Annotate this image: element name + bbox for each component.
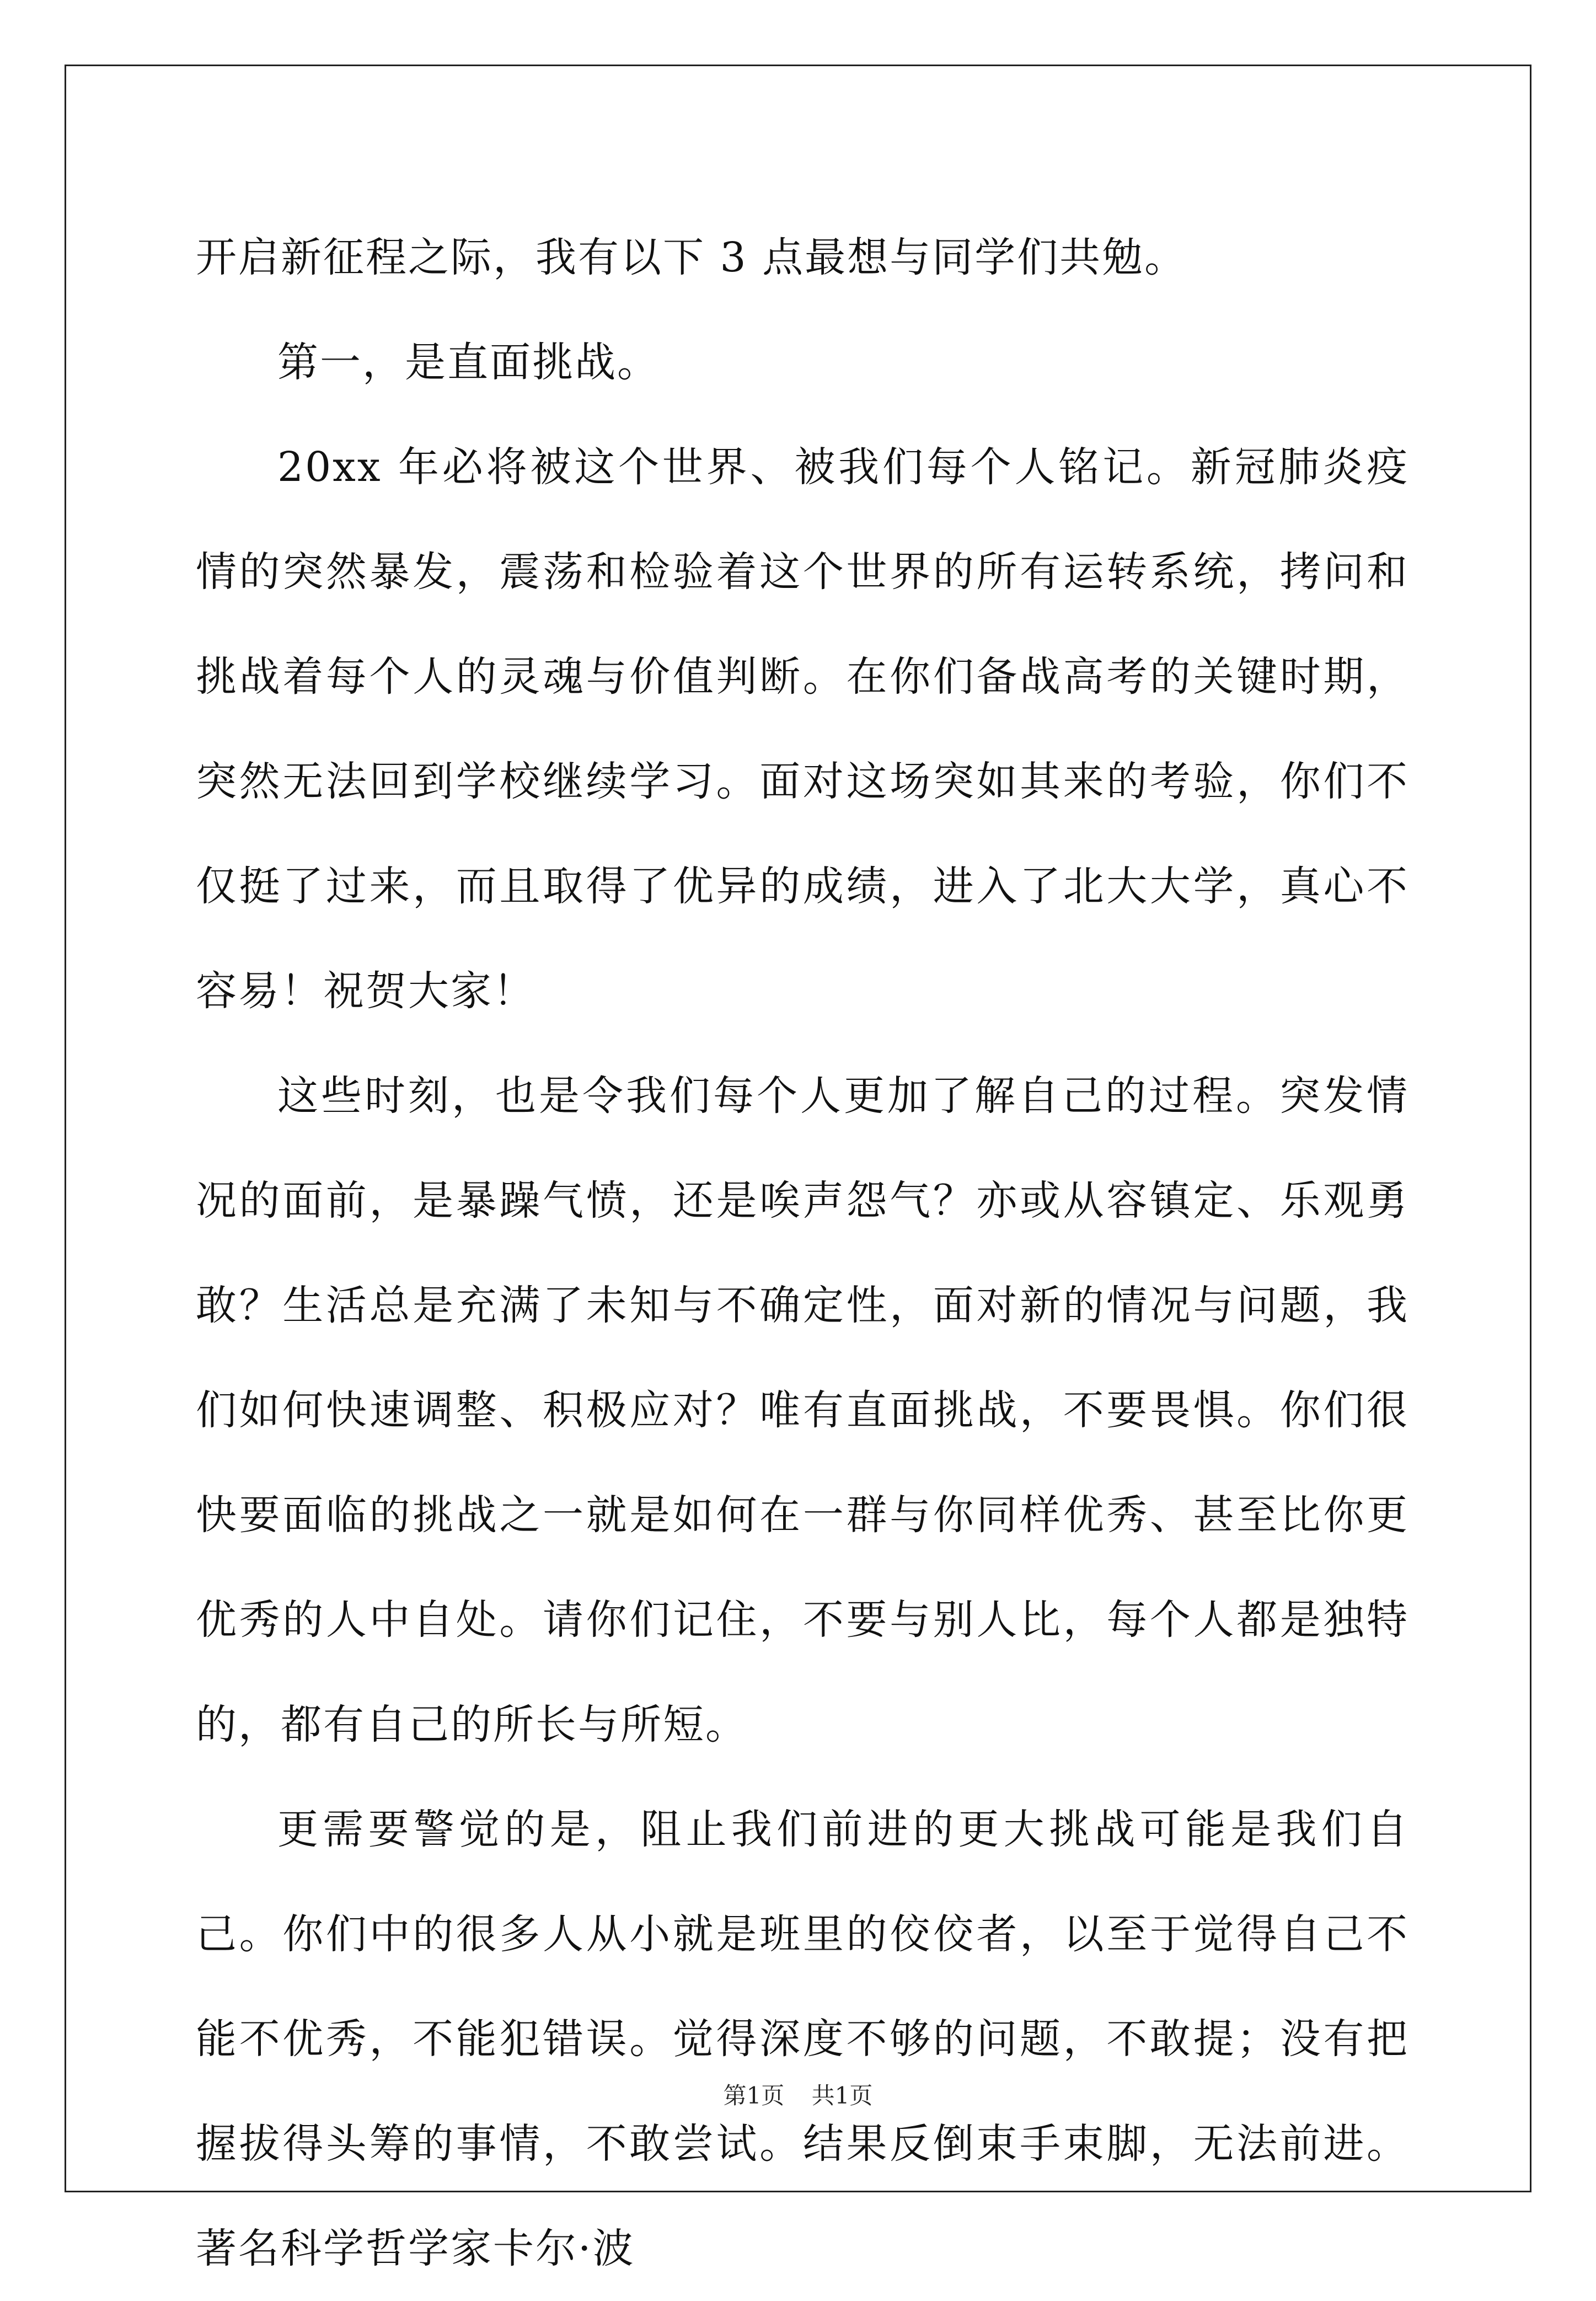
paragraph-3: 20xx 年必将被这个世界、被我们每个人铭记。新冠肺炎疫情的突然暴发，震荡和检验着这个世界的所有运转系统，拷问和挑战着每个人的灵魂与价值判断。在你们备战高考的关键时期，突然无法回到学校继续学习。面对这场突如其来的考验，你们不仅挺了过来，而且取得了优异的成绩，进入了北大大学，真心不容易！祝贺大家！ xyxy=(196,443,1409,1015)
paragraph-5: 更需要警觉的是，阻止我们前进的更大挑战可能是我们自己。你们中的很多人从小就是班里的佼佼者，以至于觉得自己不能不优秀，不能犯错误。觉得深度不够的问题，不敢提；没有把握拔得头筹的事情，不敢尝试。结果反倒束手束脚，无法前进。著名科学哲学家卡尔·波 xyxy=(196,1806,1409,2272)
page-number: 第1页 xyxy=(723,2082,785,2109)
paragraph-1: 开启新征程之际，我有以下 3 点最想与同学们共勉。 xyxy=(196,234,1187,281)
page-footer xyxy=(0,2079,1596,2112)
paragraph-2: 第一，是直面挑战。 xyxy=(277,339,660,386)
document-body xyxy=(196,205,1409,2301)
page-total: 共1页 xyxy=(811,2082,873,2109)
paragraph-4: 这些时刻，也是令我们每个人更加了解自己的过程。突发情况的面前，是暴躁气愤，还是唉声怨气？亦或从容镇定、乐观勇敢？生活总是充满了未知与不确定性，面对新的情况与问题，我们如何快速调整、积极应对？唯有直面挑战，不要畏惧。你们很快要面临的挑战之一就是如何在一群与你同样优秀、甚至比你更优秀的人中自处。请你们记住，不要与别人比，每个人都是独特的，都有自己的所长与所短。 xyxy=(196,1072,1409,1748)
